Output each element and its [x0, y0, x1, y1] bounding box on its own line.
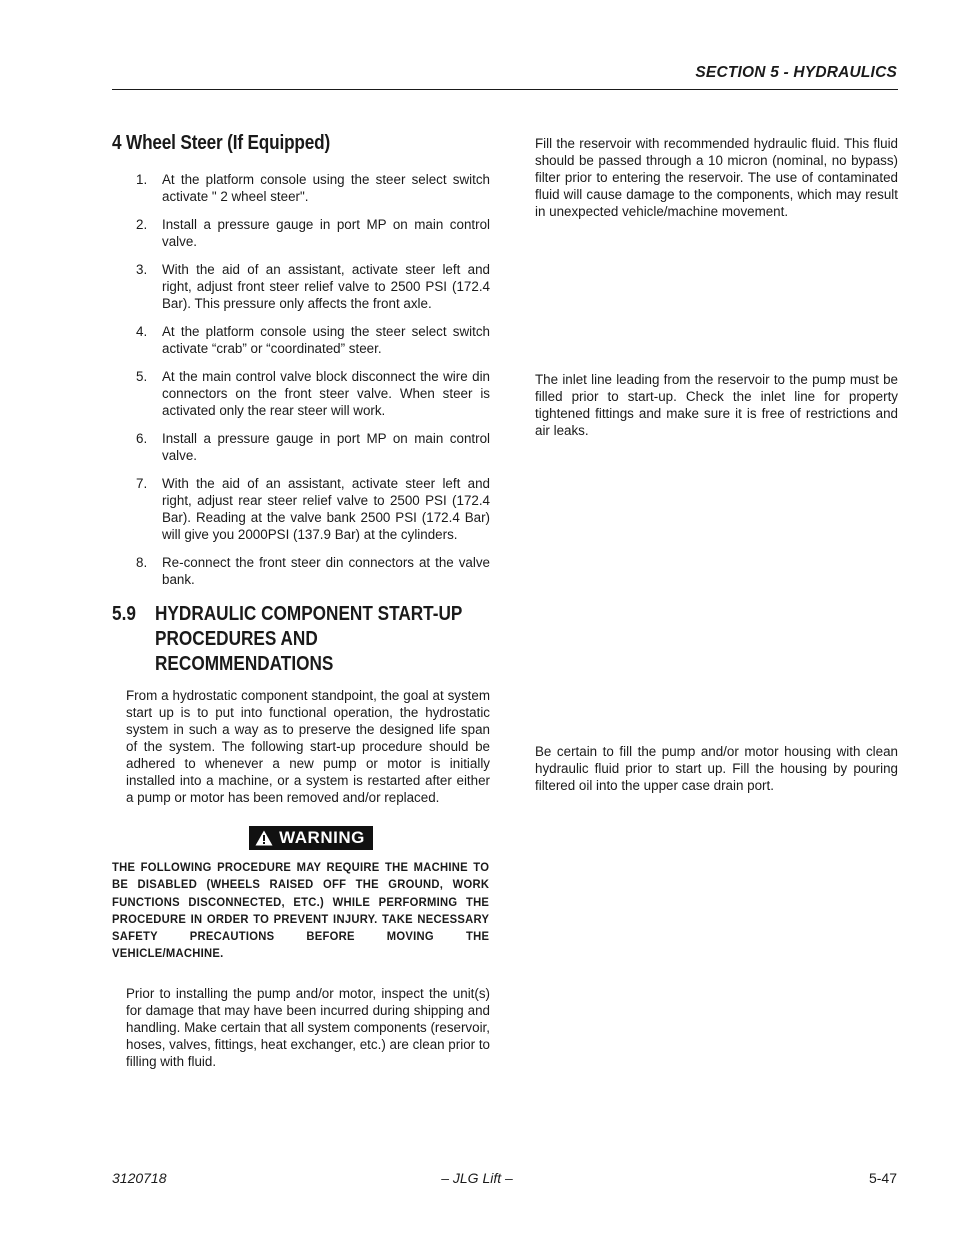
- footer-page-number: 5-47: [868, 1170, 897, 1186]
- list-item: [112, 323, 490, 357]
- list-item: [112, 368, 490, 419]
- section-heading-line: PROCEDURES AND: [155, 628, 318, 650]
- step-text: Install a pressure gauge in port MP on main control valve.: [162, 217, 490, 249]
- section-heading-line: HYDRAULIC COMPONENT START-UP: [155, 603, 463, 625]
- step-number: 5.: [136, 369, 148, 384]
- warning-text: THE FOLLOWING PROCEDURE MAY REQUIRE THE MACHINE TO BE DISABLED (WHEELS RAISED OFF THE GROUND, WORK FUNCTIONS DISCONNECTED, ETC.) WHILE PERFORMING THE PROCEDURE IN ORDER TO PREVENT INJURY. TAKE NECESSARY SAFETY PRECAUTIONS BEFORE MOVING THE VEHICLE/MACHINE.: [112, 860, 490, 961]
- step-text: At the platform console using the steer select switch activate “crab” or “coordinated” steer.: [162, 324, 490, 356]
- step-number: 8.: [136, 555, 148, 570]
- step-text: With the aid of an assistant, activate steer left and right, adjust rear steer relief valve to 2500 PSI (172.4 Bar). Reading at the valve bank 2500 PSI (172.4 Bar) will give you 2000PSI (137.9 Bar) at the cylinders.: [162, 476, 490, 542]
- left-column: [112, 132, 490, 1070]
- startup-intro-paragraph: From a hydrostatic component standpoint, the goal at system start up is to put into functional operation, the hydrostatic system in such a way as to preserve the designed life span of the system. The following start-up procedure should be adhered to whenever a new pump or motor is initially installed into a machine, or a system is restarted after either a pump or motor has been removed and/or replaced.: [126, 688, 490, 805]
- step-text: With the aid of an assistant, activate steer left and right, adjust front steer relief valve to 2500 PSI (172.4 Bar). This pressure only affects the front axle.: [162, 262, 490, 311]
- warning-badge: [249, 826, 373, 850]
- warning-label: WARNING: [279, 828, 365, 847]
- step-text: At the main control valve block disconnect the wire din connectors on the front steer valve. When steer is activated only the rear steer will work.: [162, 369, 490, 418]
- list-item: [112, 475, 490, 543]
- right-column-inlet: [535, 371, 898, 439]
- step-number: 6.: [136, 431, 148, 446]
- section-number: 5.9: [112, 603, 136, 625]
- list-item: [112, 216, 490, 250]
- pump-housing-paragraph: Be certain to fill the pump and/or motor housing with clean hydraulic fluid prior to start up. Fill the housing by pouring filtered oil into the upper case drain port.: [535, 744, 898, 793]
- step-text: Re-connect the front steer din connectors at the valve bank.: [162, 555, 490, 587]
- footer-publisher: – JLG Lift –: [441, 1170, 513, 1186]
- step-number: 4.: [136, 324, 148, 339]
- right-column-housing: [535, 743, 898, 794]
- fill-reservoir-paragraph: Fill the reservoir with recommended hydraulic fluid. This fluid should be passed through a 10 micron (nominal, no bypass) filter prior to entering the reservoir. The use of contaminated fluid will cause damage to the components, which may result in unexpected vehicle/machine movement.: [535, 136, 898, 219]
- right-column-fill: [535, 135, 898, 220]
- section-5-9-heading: [112, 602, 533, 677]
- wheel-steer-steps: [112, 171, 490, 588]
- footer-doc-number: 3120718: [112, 1170, 167, 1186]
- step-number: 3.: [136, 262, 148, 277]
- warning-triangle-icon: [255, 830, 273, 846]
- section-header-title: SECTION 5 - HYDRAULICS: [695, 64, 897, 81]
- header-rule: [112, 89, 898, 90]
- step-text: At the platform console using the steer select switch activate " 2 wheel steer".: [162, 172, 490, 204]
- step-text: Install a pressure gauge in port MP on main control valve.: [162, 431, 490, 463]
- step-number: 2.: [136, 217, 148, 232]
- wheel-steer-heading: 4 Wheel Steer (If Equipped): [112, 132, 331, 154]
- inlet-line-paragraph: The inlet line leading from the reservoir to the pump must be filled prior to start-up. Check the inlet line for property tightened fittings and make sure it is free of restrictions and air leaks.: [535, 372, 898, 438]
- list-item: [112, 430, 490, 464]
- step-number: 7.: [136, 476, 148, 491]
- step-number: 1.: [136, 172, 148, 187]
- warning-badge-wrap: [112, 826, 490, 851]
- list-item: [112, 554, 490, 588]
- section-heading-line: RECOMMENDATIONS: [155, 653, 334, 675]
- prior-install-paragraph: Prior to installing the pump and/or motor, inspect the unit(s) for damage that may have been incurred during shipping and handling. Make certain that all system components (reservoir, hoses, valves, fittings, heat exchanger, etc.) are clean prior to filling with fluid.: [126, 985, 490, 1069]
- list-item: [112, 171, 490, 205]
- list-item: [112, 261, 490, 312]
